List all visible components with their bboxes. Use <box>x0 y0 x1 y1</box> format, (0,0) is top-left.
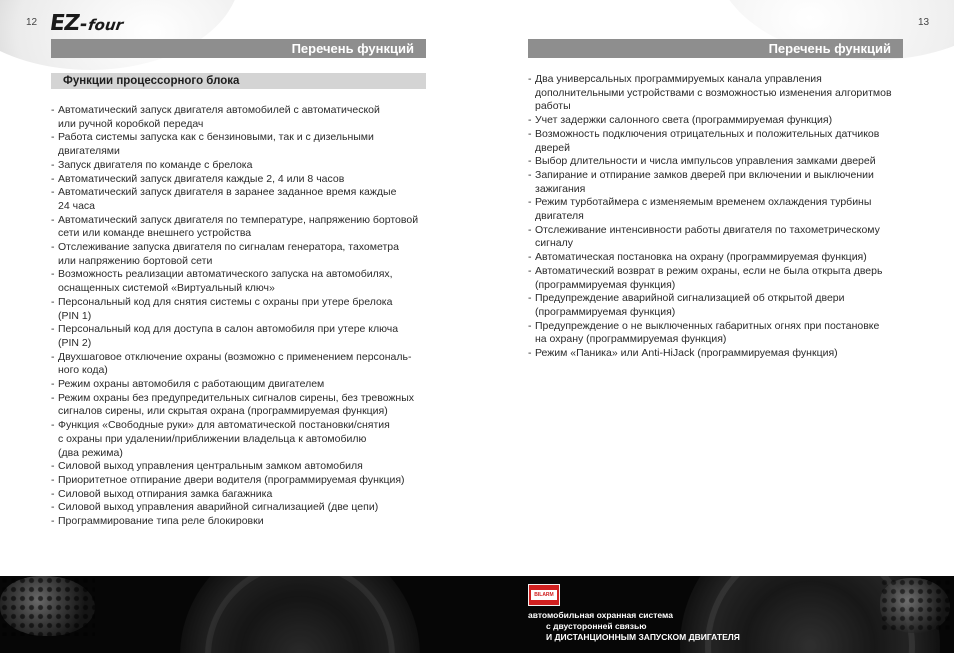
feature-list-item: - Отслеживание интенсивности работы двигателя по тахометрическому сигналу <box>528 224 898 251</box>
feature-list-item: - Персональный код для снятия системы с охраны при утере брелока (PIN 1) <box>51 296 431 323</box>
feature-list-item: - Приоритетное отпирание двери водителя (программируемая функция) <box>51 474 431 488</box>
feature-list-item: - Возможность подключения отрицательных и положительных датчиков дверей <box>528 128 898 155</box>
feature-list-item: - Программирование типа реле блокировки <box>51 515 431 529</box>
logo-dash: - <box>78 14 89 35</box>
feature-list-item: - Режим охраны без предупредительных сигналов сирены, без тревожных сигналов сирены, или скрытая охрана (программируемая функция) <box>51 392 431 419</box>
ez-four-logo <box>48 11 125 35</box>
right-feature-list <box>528 73 898 361</box>
feature-list-item: - Учет задержки салонного света (программируемая функция) <box>528 114 898 128</box>
footer-slogan-line3: И ДИСТАНЦИОННЫМ ЗАПУСКОМ ДВИГАТЕЛЯ <box>546 632 740 642</box>
feature-list-item: - Запирание и отпирание замков дверей при включении и выключении зажигания <box>528 169 898 196</box>
footer-slogan-line1: автомобильная охранная система <box>528 610 673 620</box>
feature-list-item: - Два универсальных программируемых канала управления дополнительными устройствами с возможностью изменения алгоритмов работы <box>528 73 898 114</box>
leopard-image-left <box>0 576 95 636</box>
left-feature-list <box>51 104 431 529</box>
feature-list-item: - Возможность реализации автоматического запуска на автомобилях, оснащенных системой «Виртуальный ключ» <box>51 268 431 295</box>
logo-ez-text: EZ <box>48 11 81 36</box>
feature-list-item: - Автоматическая постановка на охрану (программируемая функция) <box>528 251 898 265</box>
feature-list-item: - Функция «Свободные руки» для автоматической постановки/снятия с охраны при удалении/приближении владельца к автомобилю (два режима) <box>51 419 431 460</box>
feature-list-item: - Выбор длительности и числа импульсов управления замками дверей <box>528 155 898 169</box>
feature-list-item: - Автоматический запуск двигателя автомобилей с автоматической или ручной коробкой передач <box>51 104 431 131</box>
feature-list-item: - Режим «Паника» или Anti-HiJack (программируемая функция) <box>528 347 898 361</box>
feature-list-item: - Режим турботаймера с изменяемым временем охлаждения турбины двигателя <box>528 196 898 223</box>
feature-list-item: - Силовой выход отпирания замка багажника <box>51 488 431 502</box>
feature-list-item: - Автоматический запуск двигателя каждые 2, 4 или 8 часов <box>51 173 431 187</box>
page-number-right: 13 <box>918 17 930 28</box>
feature-list-item: - Персональный код для доступа в салон автомобиля при утере ключа (PIN 2) <box>51 323 431 350</box>
feature-list-item: - Автоматический возврат в режим охраны, если не была открыта дверь (программируемая функция) <box>528 265 898 292</box>
bilarm-logo-badge <box>528 584 560 606</box>
feature-list-item: - Режим охраны автомобиля с работающим двигателем <box>51 378 431 392</box>
left-section-title: Перечень функций <box>51 39 426 58</box>
feature-list-item: - Силовой выход управления центральным замком автомобиля <box>51 460 431 474</box>
feature-list-item: - Отслеживание запуска двигателя по сигналам генератора, тахометра или напряжению бортовой сети <box>51 241 431 268</box>
footer-slogan-line2: с двусторонней связью <box>546 621 647 631</box>
footer-banner <box>0 576 954 653</box>
feature-list-item: - Двухшаговое отключение охраны (возможно с применением персональ- ного кода) <box>51 351 431 378</box>
leopard-image-right <box>880 578 950 633</box>
feature-list-item: - Силовой выход управления аварийной сигнализацией (две цепи) <box>51 501 431 515</box>
feature-list-item: - Предупреждение аварийной сигнализацией об открытой двери (программируемая функция) <box>528 292 898 319</box>
right-section-title: Перечень функций <box>528 39 903 58</box>
processor-functions-subheading: Функции процессорного блока <box>51 73 426 89</box>
feature-list-item: - Работа системы запуска как с бензиновыми, так и с дизельными двигателями <box>51 131 431 158</box>
feature-list-item: - Предупреждение о не выключенных габаритных огнях при постановке на охрану (программируемая функция) <box>528 320 898 347</box>
page-number-left: 12 <box>26 17 38 28</box>
feature-list-item: - Автоматический запуск двигателя в заранее заданное время каждые 24 часа <box>51 186 431 213</box>
logo-four-text: four <box>86 16 125 34</box>
tire-image-left <box>180 576 420 653</box>
bilarm-logo-text: BILARM <box>531 590 557 600</box>
feature-list-item: - Запуск двигателя по команде с брелока <box>51 159 431 173</box>
feature-list-item: - Автоматический запуск двигателя по температуре, напряжению бортовой сети или команде внешнего устройства <box>51 214 431 241</box>
